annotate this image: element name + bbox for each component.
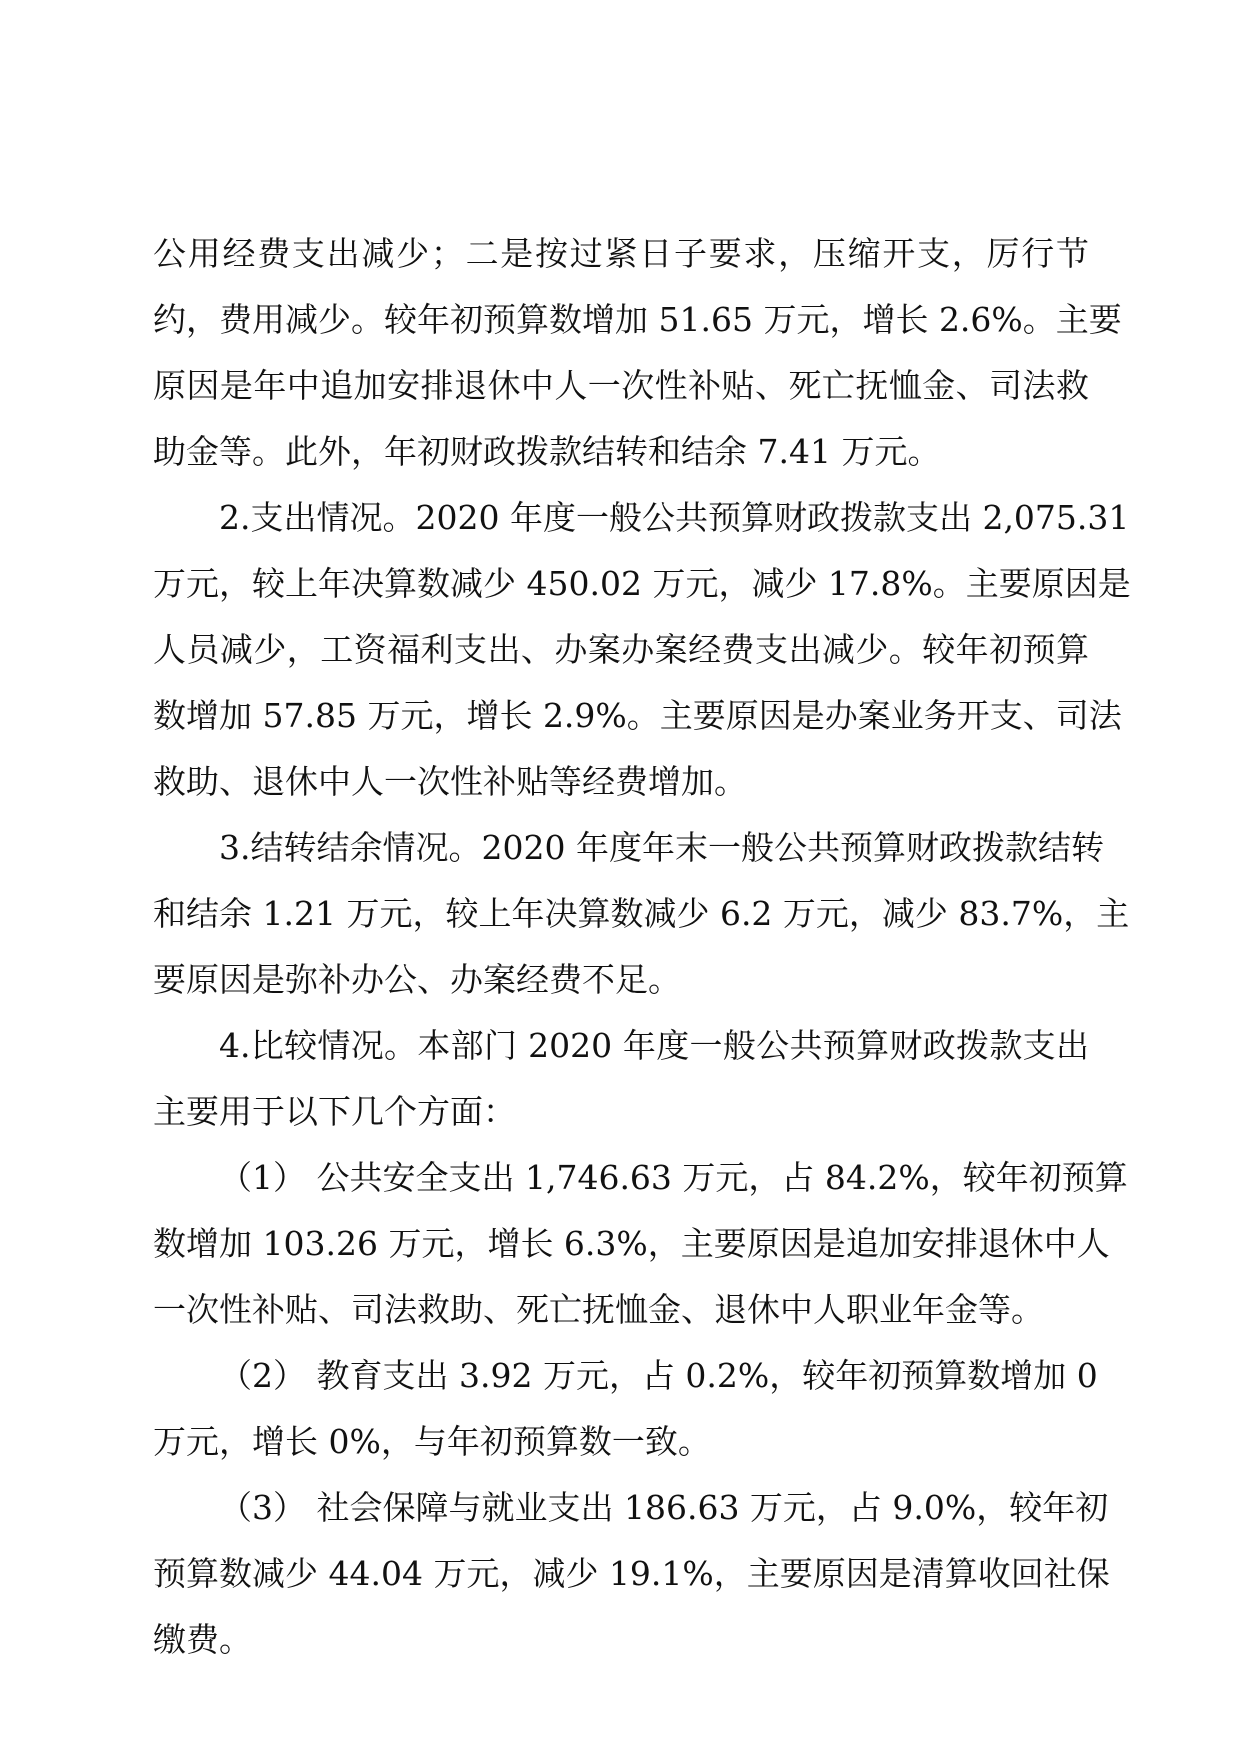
item-1-line: （1） 公共安全支出 1,746.63 万元，占 84.2%，较年初预算 <box>219 1158 1128 1197</box>
text-line: 原因是年中追加安排退休中人一次性补贴、死亡抚恤金、司法救 <box>153 366 1089 405</box>
text-line: 公用经费支出减少；二是按过紧日子要求，压缩开支，厉行节 <box>153 234 1089 273</box>
text-line: 预算数减少 44.04 万元，减少 19.1%，主要原因是清算收回社保 <box>153 1554 1110 1593</box>
section-4-heading-line: 4.比较情况。本部门 2020 年度一般公共预算财政拨款支出 <box>219 1026 1089 1065</box>
section-2-heading-line: 2.支出情况。2020 年度一般公共预算财政拨款支出 2,075.31 <box>219 498 1130 537</box>
body-text <box>153 221 1131 1673</box>
text-line: 救助、退休中人一次性补贴等经费增加。 <box>153 762 747 801</box>
text-line: 数增加 57.85 万元，增长 2.9%。主要原因是办案业务开支、司法 <box>153 696 1122 735</box>
item-2-line: （2） 教育支出 3.92 万元，占 0.2%，较年初预算数增加 0 <box>219 1356 1098 1395</box>
text-line: 人员减少，工资福利支出、办案办案经费支出减少。较年初预算 <box>153 630 1089 669</box>
section-3-heading-line: 3.结转结余情况。2020 年度年末一般公共预算财政拨款结转 <box>219 828 1104 867</box>
text-line: 一次性补贴、司法救助、死亡抚恤金、退休中人职业年金等。 <box>153 1290 1044 1329</box>
item-3-line: （3） 社会保障与就业支出 186.63 万元，占 9.0%，较年初 <box>219 1488 1109 1527</box>
text-line: 助金等。此外，年初财政拨款结转和结余 7.41 万元。 <box>153 432 941 471</box>
text-line: 主要用于以下几个方面： <box>153 1092 516 1131</box>
text-line: 万元，较上年决算数减少 450.02 万元，减少 17.8%。主要原因是 <box>153 564 1131 603</box>
text-line: 缴费。 <box>153 1620 252 1659</box>
text-line: 约，费用减少。较年初预算数增加 51.65 万元，增长 2.6%。主要 <box>153 300 1122 339</box>
text-line: 数增加 103.26 万元，增长 6.3%，主要原因是追加安排退休中人 <box>153 1224 1110 1263</box>
text-line: 和结余 1.21 万元，较上年决算数减少 6.2 万元，减少 83.7%，主 <box>153 894 1130 933</box>
text-line: 万元，增长 0%，与年初预算数一致。 <box>153 1422 711 1461</box>
text-line: 要原因是弥补办公、办案经费不足。 <box>153 960 681 999</box>
